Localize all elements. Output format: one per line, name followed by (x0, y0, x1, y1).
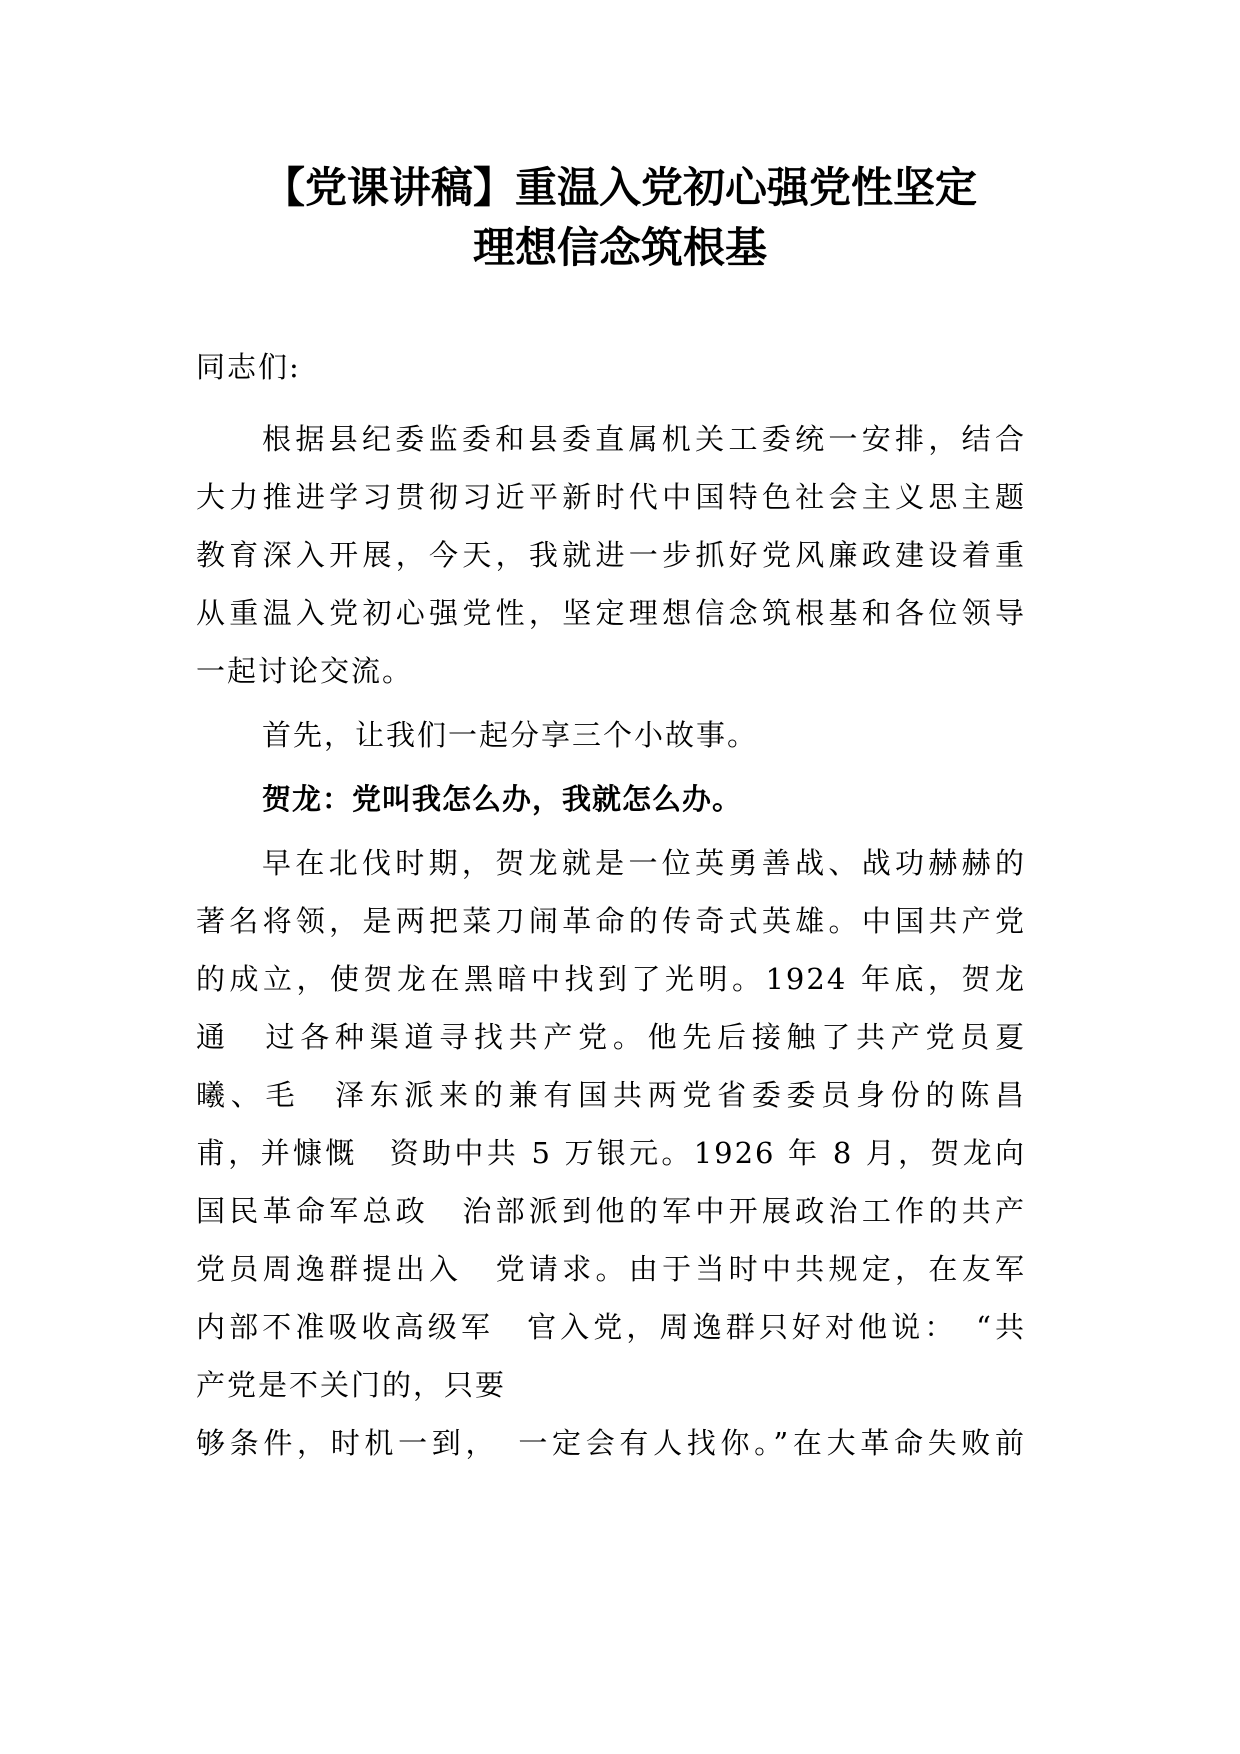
paragraph-line: 早在北伐时期，贺龙就是一位英勇善战、战功赫赫的 (262, 846, 1026, 880)
paragraph-helong (196, 834, 1026, 1472)
paragraph-line: 大力推进学习贯彻习近平新时代中国特色社会主义思主题 (196, 480, 1026, 514)
paragraph-line: 一起讨论交流。 (196, 654, 414, 688)
paragraph-line: 著名将领，是两把菜刀闹革命的传奇式英雄。中国共产党 (196, 904, 1026, 938)
paragraph-line: 党员周逸群提出入 党请求。由于当时中共规定，在友军 (196, 1252, 1026, 1286)
salutation (196, 338, 1026, 396)
salutation-text: 同志们: (196, 350, 301, 384)
paragraph-line: 首先，让我们一起分享三个小故事。 (262, 718, 759, 752)
paragraph-line: 内部不准吸收高级军 官入党，周逸群只好对他说： “共 (196, 1310, 1026, 1344)
paragraph-intro (196, 410, 1026, 700)
paragraph-stories (196, 706, 1026, 764)
paragraph-line: 产党是不关门的，只要 (196, 1368, 507, 1402)
document-body (196, 338, 1026, 1472)
paragraph-line: 根据县纪委监委和县委直属机关工委统一安排，结合 (262, 422, 1026, 456)
paragraph-line: 够条件，时机一到， 一定会有人找你。”在大革命失败前 (196, 1426, 1026, 1460)
title-line-2: 理想信念筑根基 (472, 223, 767, 272)
paragraph-line: 甫，并慷慨 资助中共 5 万银元。1926 年 8 月，贺龙向 (196, 1136, 1026, 1170)
paragraph-line: 通 过各种渠道寻找共产党。他先后接触了共产党员夏 (196, 1020, 1026, 1054)
title-line-1: 【党课讲稿】重温入党初心强党性坚定 (262, 163, 977, 212)
paragraph-line: 曦、毛 泽东派来的兼有国共两党省委委员身份的陈昌 (196, 1078, 1026, 1112)
section-heading (196, 770, 1026, 828)
paragraph-line: 从重温入党初心强党性，坚定理想信念筑根基和各位领导 (196, 596, 1026, 630)
paragraph-line: 国民革命军总政 治部派到他的军中开展政治工作的共产 (196, 1194, 1026, 1228)
section-heading-text: 贺龙：党叫我怎么办，我就怎么办。 (262, 782, 743, 816)
paragraph-line: 教育深入开展，今天，我就进一步抓好党风廉政建设着重 (196, 538, 1026, 572)
paragraph-line: 的成立，使贺龙在黑暗中找到了光明。1924 年底，贺龙 (196, 962, 1026, 996)
document-title (120, 158, 1120, 278)
